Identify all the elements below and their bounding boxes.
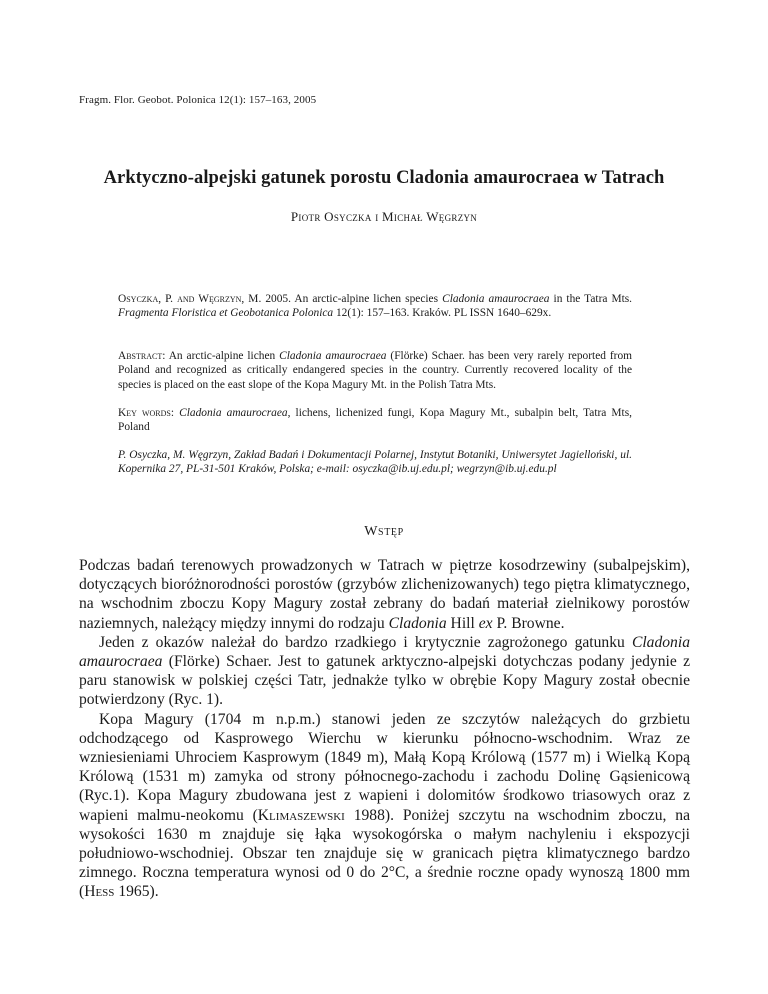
ex-abbrev: ex [478,614,493,632]
section-heading: Wstęp [364,524,404,539]
citation-author: Hess [84,883,115,901]
abstract-label: Abstract [118,350,163,362]
abstract-species: Cladonia amaurocraea [279,350,387,362]
paragraph-text: Kopa Magury (1704 m n.p.m.) stanowi jeden ze szczytów należących do grzbietu odchodzącego od Kasprowego Wierchu w kierunku północno-wschodnim. Wraz ze wzniesieniami Uhrociem Kasprowym (1849 m), Małą Kopą Królową (1577 m) i Wielką Kopą Królową (1531 m) zamyka od strony północnego-zachodu i zachodu Dolinę Gąsienicową (Ryc.1). Kopa Magury zbudowana jest z wapieni i dolomitów środkowo triasowych oraz z wapieni malmu-neokomu ( [79,710,690,824]
citation-journal: Fragmenta Floristica et Geobotanica Polonica [118,307,334,320]
paragraph-text: (Flörke) Schaer. Jest to gatunek arktyczno-alpejski dotychczas podany jedynie z paru stanowisk w polskiej części Tatr, jednakże tylko w obrębie Kopy Magury został obecnie potwierdzony (Ryc. 1). [79,653,690,709]
paragraph [79,710,690,902]
paragraph [79,556,690,633]
paragraph-text: Jeden z okazów należał do bardzo rzadkiego i krytycznie zagrożonego gatunku [99,633,632,651]
keywords-label: Key words [118,407,171,419]
species-name: Cladonia amaurocraea [79,633,690,671]
author-address [118,448,632,477]
paragraph [79,633,690,710]
author-address-text: P. Osyczka, M. Węgrzyn, Zakład Badań i Dokumentacji Polarnej, Instytut Botaniki, Uniwersytet Jagielloński, ul. Kopernika 27, PL-31-501 Kraków, Polska; e-mail: osyczka@ib.uj.edu.pl; wegrzyn@ib.uj.edu.pl [118,449,632,476]
article-authors: Piotr Osyczka i Michał Węgrzyn [290,209,478,224]
paragraph-text: 1988). Poniżej szczytu na wschodnim zboczu, na wysokości 1630 m znajduje się łąka wysokogórska o małym nachyleniu i ekspozycji południowo-wschodniej. Obszar ten znajduje się w granicach piętra klimatycznego bardzo zimnego. Roczna temperatura wynosi od 0 do 2°C, a średnie roczne opady wynoszą 1800 mm ( [79,806,690,901]
citation-block [118,292,632,321]
citation-species: Cladonia amaurocraea [442,293,550,305]
paragraph-text: P. Browne. [492,614,565,632]
abstract-text-2: (Flörke) Schaer. has been very rarely reported from Poland and recognized as critically endangered species in the country. Currently recovered locality of the species is placed on the east slope of the Kopa Magury Mt. in the Polish Tatra Mts. [118,350,633,391]
article-title: Arktyczno-alpejski gatunek porostu Cladonia amaurocraea w Tatrach [103,168,665,188]
paragraph-text: Hill [446,614,479,632]
abstract-block [118,349,632,392]
citation-text-3: 12(1): 157–163. Kraków. PL ISSN 1640–629x. [333,307,552,320]
citation-text-1: 2005. An arctic-alpine lichen species [261,293,443,305]
body-text [79,556,690,902]
abstract-text-1: : An arctic-alpine lichen [162,350,280,362]
citation-authors: Osyczka, P. and Węgrzyn, M. [118,293,262,305]
journal-reference: Fragm. Flor. Geobot. Polonica 12(1): 157–163, 2005 [79,94,317,106]
keywords-block [118,406,632,435]
paragraph-text: Podczas badań terenowych prowadzonych w Tatrach w piętrze kosodrzewiny (subalpejskim), dotyczących bioróżnorodności porostów (grzybów zlichenizowanych) tego piętra klimatycznego, na wschodnim zboczu Kopy Magury został zebrany do badań materiał zielnikowy porostów naziemnych, należący między innymi do rodzaju [79,557,690,632]
keywords-sep: : [170,407,180,419]
keywords-species: Cladonia amaurocraea [179,407,288,419]
citation-author: Klimaszewski [257,806,345,824]
paragraph-text: 1965). [114,883,159,901]
citation-text-2: in the Tatra Mts. [549,293,633,305]
keywords-text: , lichens, lichenized fungi, Kopa Magury Mt., subalpin belt, Tatra Mts, Poland [118,407,633,434]
genus-name: Cladonia [388,614,447,632]
